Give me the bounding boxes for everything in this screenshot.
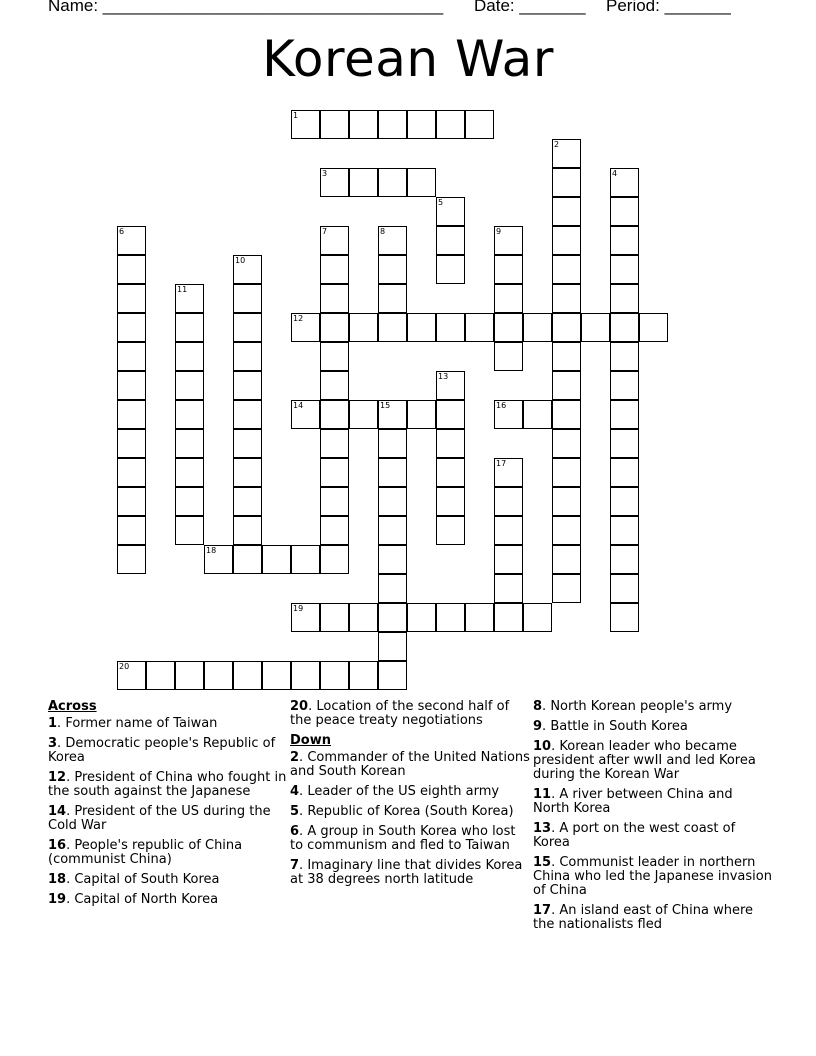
page-title: Korean War [262, 30, 554, 88]
grid-cell[interactable] [378, 545, 407, 574]
clue-item [290, 785, 530, 799]
clue-column-2 [290, 700, 530, 893]
grid-cell[interactable] [320, 516, 349, 545]
clue-num: 10 [533, 739, 552, 754]
grid-cell[interactable] [233, 545, 262, 574]
grid-cell[interactable] [175, 313, 204, 342]
clue-item [48, 839, 288, 867]
grid-cell[interactable] [378, 429, 407, 458]
clue-num: 14 [48, 804, 67, 819]
clue-num: 11 [533, 787, 552, 802]
clue-text: Imaginary line that divides Korea at 38 degrees north latitude [290, 858, 523, 887]
clue-text: Former name of Taiwan [65, 716, 218, 731]
clue-number: 8 [380, 227, 386, 236]
clue-dot: . [299, 858, 308, 873]
grid-cell[interactable] [117, 313, 146, 342]
grid-cell[interactable] [407, 400, 436, 429]
grid-cell[interactable] [117, 545, 146, 574]
grid-cell[interactable] [378, 574, 407, 603]
grid-cell[interactable] [436, 313, 465, 342]
grid-cell[interactable] [233, 400, 262, 429]
grid-cell[interactable] [175, 458, 204, 487]
clue-num: 19 [48, 892, 67, 907]
clue-num: 9 [533, 719, 543, 734]
clue-num: 16 [48, 838, 67, 853]
grid-cell[interactable] [523, 313, 552, 342]
grid-cell[interactable] [233, 516, 262, 545]
grid-cell[interactable] [378, 458, 407, 487]
clue-text: People's republic of China (communist China) [48, 838, 243, 867]
grid-cell[interactable] [291, 545, 320, 574]
grid-cell[interactable] [117, 371, 146, 400]
grid-cell[interactable] [378, 313, 407, 342]
grid-cell[interactable] [407, 168, 436, 197]
grid-cell[interactable] [233, 487, 262, 516]
grid-cell[interactable] [610, 516, 639, 545]
grid-cell[interactable] [117, 429, 146, 458]
clue-item [533, 904, 773, 932]
clue-text: Democratic people's Republic of Korea [48, 736, 276, 765]
grid-cell[interactable] [262, 661, 291, 690]
clue-text: Korean leader who became president after wwII and led Korea during the Korean War [533, 739, 756, 782]
grid-cell[interactable] [552, 458, 581, 487]
clue-text: Leader of the US eighth army [307, 784, 500, 799]
grid-cell[interactable] [494, 545, 523, 574]
clue-text: Commander of the United Nations and South Korean [290, 750, 530, 779]
grid-cell[interactable] [320, 661, 349, 690]
grid-cell[interactable] [610, 313, 639, 342]
clue-dot: . [299, 804, 308, 819]
clue-text: A river between China and North Korea [533, 787, 733, 816]
grid-cell[interactable] [175, 429, 204, 458]
grid-cell[interactable] [233, 284, 262, 313]
grid-cell[interactable] [552, 487, 581, 516]
clue-item [290, 751, 530, 779]
grid-cell[interactable] [117, 458, 146, 487]
grid-cell[interactable] [610, 429, 639, 458]
clue-number: 5 [438, 198, 444, 207]
grid-cell[interactable] [175, 400, 204, 429]
grid-cell[interactable] [175, 661, 204, 690]
clue-number: 15 [380, 401, 391, 410]
grid-cell[interactable] [552, 545, 581, 574]
grid-cell[interactable] [233, 371, 262, 400]
clue-number: 14 [293, 401, 304, 410]
grid-cell[interactable] [494, 342, 523, 371]
grid-cell[interactable] [349, 603, 378, 632]
clue-num: 4 [290, 784, 300, 799]
clue-text: A group in South Korea who lost to communism and fled to Taiwan [290, 824, 516, 853]
grid-cell[interactable] [378, 110, 407, 139]
grid-cell[interactable] [552, 197, 581, 226]
grid-cell[interactable] [494, 574, 523, 603]
clue-number: 6 [119, 227, 125, 236]
clue-dot: . [66, 892, 75, 907]
grid-cell[interactable] [349, 661, 378, 690]
grid-cell[interactable] [610, 342, 639, 371]
grid-cell[interactable] [436, 400, 465, 429]
grid-cell[interactable] [552, 429, 581, 458]
clue-item [48, 717, 288, 731]
clue-number: 3 [322, 169, 328, 178]
clue-dot: . [299, 824, 308, 839]
clue-dot: . [57, 716, 66, 731]
clue-item [48, 805, 288, 833]
clue-num: 18 [48, 872, 67, 887]
grid-cell[interactable] [552, 255, 581, 284]
grid-cell[interactable] [465, 603, 494, 632]
clue-dot: . [542, 719, 551, 734]
clue-text: President of China who fought in the south against the Japanese [48, 770, 287, 799]
grid-cell[interactable] [436, 458, 465, 487]
clue-number: 16 [496, 401, 507, 410]
clue-item [533, 788, 773, 816]
clue-text: Republic of Korea (South Korea) [307, 804, 514, 819]
grid-cell[interactable] [436, 255, 465, 284]
grid-cell[interactable] [378, 168, 407, 197]
clue-number: 13 [438, 372, 449, 381]
clue-dot: . [551, 903, 560, 918]
grid-cell[interactable] [378, 661, 407, 690]
grid-cell[interactable] [610, 226, 639, 255]
clue-item [48, 893, 288, 907]
grid-cell[interactable] [233, 313, 262, 342]
clue-dot: . [551, 821, 560, 836]
grid-cell[interactable] [407, 603, 436, 632]
grid-cell[interactable] [552, 168, 581, 197]
clue-number: 10 [235, 256, 246, 265]
clue-item [533, 856, 773, 898]
clue-num: 12 [48, 770, 67, 785]
grid-cell[interactable] [175, 487, 204, 516]
clue-dot: . [66, 804, 75, 819]
clue-text: Communist leader in northern China who led the Japanese invasion of China [533, 855, 772, 898]
clue-number: 20 [119, 662, 130, 671]
clue-column-3 [533, 700, 773, 938]
grid-cell[interactable] [552, 342, 581, 371]
grid-cell[interactable] [494, 603, 523, 632]
clue-num: 15 [533, 855, 552, 870]
clue-number: 2 [554, 140, 560, 149]
clue-dot: . [551, 855, 560, 870]
grid-cell[interactable] [494, 255, 523, 284]
grid-cell[interactable] [320, 400, 349, 429]
section-heading: Across [48, 699, 97, 714]
clue-text: A port on the west coast of Korea [533, 821, 736, 850]
clue-text: Battle in South Korea [550, 719, 688, 734]
grid-cell[interactable] [117, 255, 146, 284]
clue-item [48, 771, 288, 799]
grid-cell[interactable] [378, 516, 407, 545]
grid-cell[interactable] [349, 168, 378, 197]
grid-cell[interactable] [494, 516, 523, 545]
grid-cell[interactable] [175, 516, 204, 545]
clue-number: 9 [496, 227, 502, 236]
clue-number: 19 [293, 604, 304, 613]
clue-item [533, 720, 773, 734]
clue-column-1 [48, 700, 288, 913]
clue-dot: . [66, 770, 75, 785]
grid-cell[interactable] [117, 342, 146, 371]
clue-dot: . [66, 838, 75, 853]
grid-cell[interactable] [610, 487, 639, 516]
grid-cell[interactable] [233, 342, 262, 371]
clue-dot: . [551, 787, 560, 802]
grid-cell[interactable] [581, 313, 610, 342]
clue-number: 4 [612, 169, 618, 178]
grid-cell[interactable] [610, 371, 639, 400]
clue-number: 1 [293, 111, 299, 120]
grid-cell[interactable] [320, 110, 349, 139]
clue-item [533, 740, 773, 782]
grid-cell[interactable] [233, 458, 262, 487]
clue-dot: . [299, 784, 308, 799]
grid-cell[interactable] [320, 545, 349, 574]
grid-cell[interactable] [552, 574, 581, 603]
clue-number: 18 [206, 546, 217, 555]
grid-cell[interactable] [610, 284, 639, 313]
grid-cell[interactable] [610, 197, 639, 226]
clue-item [290, 805, 530, 819]
name-field[interactable]: Name: ____________________________________ [48, 0, 444, 15]
grid-cell[interactable] [494, 487, 523, 516]
grid-cell[interactable] [610, 255, 639, 284]
clue-number: 12 [293, 314, 304, 323]
grid-cell[interactable] [378, 603, 407, 632]
clue-item [533, 822, 773, 850]
grid-cell[interactable] [378, 632, 407, 661]
grid-cell[interactable] [349, 313, 378, 342]
clue-num: 20 [290, 699, 309, 714]
grid-cell[interactable] [610, 545, 639, 574]
grid-cell[interactable] [349, 110, 378, 139]
grid-cell[interactable] [349, 400, 378, 429]
clue-item [290, 825, 530, 853]
grid-cell[interactable] [552, 371, 581, 400]
grid-cell[interactable] [523, 400, 552, 429]
clue-dot: . [66, 872, 75, 887]
grid-cell[interactable] [610, 400, 639, 429]
clue-num: 5 [290, 804, 300, 819]
grid-cell[interactable] [204, 661, 233, 690]
clue-text: North Korean people's army [550, 699, 733, 714]
grid-cell[interactable] [523, 603, 552, 632]
grid-cell[interactable] [320, 313, 349, 342]
clue-num: 3 [48, 736, 58, 751]
section-heading: Down [290, 733, 331, 748]
clue-number: 7 [322, 227, 328, 236]
clue-num: 8 [533, 699, 543, 714]
clue-dot: . [299, 750, 308, 765]
clue-dot: . [551, 739, 560, 754]
clue-text: Capital of North Korea [74, 892, 219, 907]
grid-cell[interactable] [320, 342, 349, 371]
clue-item [290, 700, 530, 728]
grid-cell[interactable] [262, 545, 291, 574]
clue-num: 13 [533, 821, 552, 836]
grid-cell[interactable] [320, 429, 349, 458]
clue-text: Capital of South Korea [74, 872, 220, 887]
grid-cell[interactable] [552, 400, 581, 429]
clue-dot: . [57, 736, 66, 751]
grid-cell[interactable] [552, 313, 581, 342]
clue-dot: . [308, 699, 317, 714]
grid-cell[interactable] [610, 574, 639, 603]
grid-cell[interactable] [175, 371, 204, 400]
clue-text: President of the US during the Cold War [48, 804, 271, 833]
grid-cell[interactable] [465, 110, 494, 139]
grid-cell[interactable] [552, 516, 581, 545]
clue-num: 6 [290, 824, 300, 839]
clue-item [290, 859, 530, 887]
grid-cell[interactable] [320, 284, 349, 313]
clue-item [48, 873, 288, 887]
grid-cell[interactable] [639, 313, 668, 342]
clue-text: Location of the second half of the peace treaty negotiations [290, 699, 510, 728]
grid-cell[interactable] [320, 458, 349, 487]
grid-cell[interactable] [117, 284, 146, 313]
grid-cell[interactable] [436, 110, 465, 139]
clue-dot: . [542, 699, 551, 714]
clue-item [533, 700, 773, 714]
grid-cell[interactable] [378, 487, 407, 516]
grid-cell[interactable] [610, 603, 639, 632]
grid-cell[interactable] [233, 429, 262, 458]
grid-cell[interactable] [494, 313, 523, 342]
grid-cell[interactable] [436, 226, 465, 255]
grid-cell[interactable] [175, 342, 204, 371]
grid-cell[interactable] [320, 603, 349, 632]
grid-cell[interactable] [320, 371, 349, 400]
grid-cell[interactable] [552, 226, 581, 255]
grid-cell[interactable] [436, 516, 465, 545]
clue-num: 1 [48, 716, 58, 731]
grid-cell[interactable] [552, 284, 581, 313]
grid-cell[interactable] [320, 487, 349, 516]
grid-cell[interactable] [146, 661, 175, 690]
grid-cell[interactable] [117, 487, 146, 516]
date-field[interactable]: Date: _______ [474, 0, 586, 15]
grid-cell[interactable] [436, 429, 465, 458]
clue-number: 17 [496, 459, 507, 468]
grid-cell[interactable] [117, 516, 146, 545]
grid-cell[interactable] [291, 661, 320, 690]
clue-item [48, 737, 288, 765]
grid-cell[interactable] [233, 661, 262, 690]
grid-cell[interactable] [378, 284, 407, 313]
grid-cell[interactable] [407, 110, 436, 139]
clue-num: 17 [533, 903, 552, 918]
clue-num: 7 [290, 858, 300, 873]
grid-cell[interactable] [407, 313, 436, 342]
grid-cell[interactable] [610, 458, 639, 487]
clue-number: 11 [177, 285, 188, 294]
grid-cell[interactable] [320, 255, 349, 284]
clue-text: An island east of China where the nationalists fled [533, 903, 754, 932]
grid-cell[interactable] [117, 400, 146, 429]
grid-cell[interactable] [378, 255, 407, 284]
period-field[interactable]: Period: _______ [606, 0, 731, 15]
clue-num: 2 [290, 750, 300, 765]
grid-cell[interactable] [436, 603, 465, 632]
grid-cell[interactable] [465, 313, 494, 342]
grid-cell[interactable] [436, 487, 465, 516]
grid-cell[interactable] [494, 284, 523, 313]
